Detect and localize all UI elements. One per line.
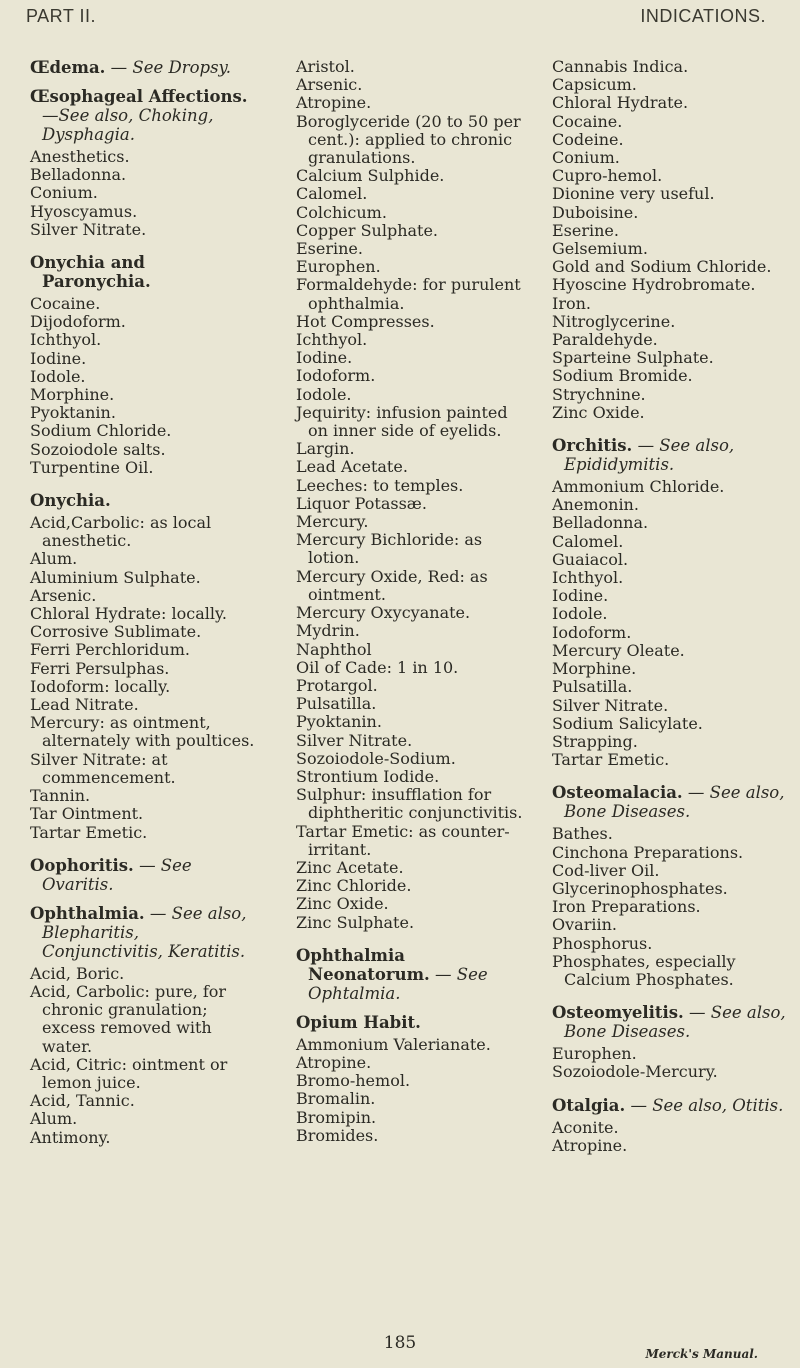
remedy-item: Sparteine Sulphate. (552, 348, 714, 368)
remedy-item: Aristol. (296, 57, 355, 76)
remedy-item: Iodole. (30, 366, 86, 386)
index-entry (30, 253, 256, 477)
remedy-item: Morphine. (552, 659, 637, 679)
index-entry (30, 58, 256, 77)
condition-name: Oophoritis. (30, 855, 134, 875)
remedy-item: Sozoiodole-Sodium. (296, 748, 456, 768)
column-3 (552, 58, 786, 1169)
remedy-item: Largin. (296, 439, 355, 459)
entry-heading (30, 904, 256, 961)
remedy-item: Iodoform. (296, 366, 376, 386)
remedy-item: Zinc Oxide. (552, 402, 645, 422)
remedy-item: Nitroglycerine. (552, 311, 676, 331)
remedy-item: Protargol. (296, 675, 378, 695)
remedy-item: Duboisine. (552, 202, 639, 222)
entry-heading (552, 1003, 786, 1041)
entry-heading (30, 491, 256, 510)
remedy-item: Iodine. (552, 586, 609, 606)
remedy-item: Naphthol (296, 639, 372, 659)
condition-name: Ophthalmia. (30, 903, 145, 923)
remedy-item: Calomel. (296, 184, 368, 204)
remedy-item: Sozoiodole salts. (30, 439, 166, 459)
index-entry (30, 87, 256, 239)
remedy-item: Europhen. (552, 1044, 637, 1064)
remedy-item: Ichthyol. (296, 330, 368, 350)
remedy-item: Morphine. (30, 385, 115, 405)
index-entry (296, 946, 530, 1003)
remedy-item: Belladonna. (552, 513, 649, 533)
running-head (26, 6, 766, 32)
remedy-item: Cupro-hemol. (552, 166, 663, 186)
remedy-item: Mercury Oleate. (552, 640, 685, 660)
remedy-item: Sulphur: insufflation for diphtheritic conjunctivitis. (296, 785, 523, 823)
remedy-item: Cinchona Preparations. (552, 842, 744, 862)
index-entry (552, 783, 786, 989)
remedy-item: Mercury Bichloride: as lotion. (296, 530, 483, 568)
index-entry (296, 1013, 530, 1145)
remedy-item: Iron. (552, 293, 591, 313)
remedy-item: Strychnine. (552, 384, 646, 404)
remedy-item: Belladonna. (30, 165, 127, 185)
remedy-item: Acid,Carbolic: as local anesthetic. (30, 513, 212, 551)
remedy-item: Arsenic. (30, 585, 97, 605)
entry-heading (30, 856, 256, 894)
index-entry (552, 1096, 786, 1155)
condition-name: Onychia. (30, 491, 111, 511)
remedy-item: Tartar Emetic: as counter-irritant. (296, 821, 510, 859)
remedy-item: Mercury Oxycyanate. (296, 603, 471, 623)
remedy-item: Alum. (30, 1109, 78, 1129)
index-entry (30, 904, 256, 1147)
remedy-item: Iodine. (30, 348, 87, 368)
remedy-item: Chloral Hydrate: locally. (30, 604, 227, 624)
remedy-item: Liquor Potassæ. (296, 493, 427, 513)
remedy-item: Iodole. (296, 384, 352, 404)
remedy-item: Tar Ointment. (30, 804, 144, 824)
remedy-item: Colchicum. (296, 202, 387, 222)
remedy-item: Bromides. (296, 1125, 379, 1145)
remedy-item: Phosphates, especially Calcium Phosphates. (552, 951, 736, 989)
remedy-item: Bromalin. (296, 1089, 376, 1109)
remedy-list (552, 478, 786, 769)
remedy-item: Atropine. (296, 93, 372, 113)
index-entry (296, 58, 530, 932)
remedy-item: Iron Preparations. (552, 897, 701, 917)
condition-name: Osteomalacia. (552, 783, 683, 803)
remedy-item: Pulsatilla. (296, 694, 377, 714)
remedy-item: Boroglyceride (20 to 50 per cent.): applied to chronic granulations. (296, 111, 521, 168)
section-label: INDICATIONS. (640, 6, 766, 26)
condition-name: Osteomyelitis. (552, 1003, 684, 1023)
remedy-item: Pyoktanin. (296, 712, 382, 732)
remedy-item: Jequirity: infusion painted on inner side of eyelids. (296, 402, 508, 441)
remedy-item: Dijodoform. (30, 312, 126, 332)
remedy-item: Calcium Sulphide. (296, 166, 445, 186)
remedy-item: Bromo-hemol. (296, 1071, 411, 1091)
remedy-item: Aconite. (552, 1117, 619, 1137)
remedy-item: Bromipin. (296, 1107, 377, 1127)
remedy-item: Acid, Citric: ointment or lemon juice. (30, 1054, 228, 1092)
remedy-item: Eserine. (296, 239, 363, 259)
remedy-item: Anemonin. (552, 495, 639, 515)
remedy-item: Conium. (30, 183, 98, 203)
remedy-item: Hyoscine Hydrobromate. (552, 275, 756, 295)
remedy-list (552, 825, 786, 989)
remedy-list (552, 1045, 786, 1081)
remedy-item: Cannabis Indica. (552, 57, 689, 76)
remedy-list (30, 514, 256, 842)
remedy-item: Pyoktanin. (30, 403, 116, 423)
remedy-item: Ammonium Chloride. (552, 477, 725, 497)
remedy-item: Iodoform: locally. (30, 676, 171, 696)
remedy-item: Ammonium Valerianate. (296, 1034, 491, 1054)
remedy-item: Corrosive Sublimate. (30, 622, 202, 642)
remedy-item: Gold and Sodium Chloride. (552, 257, 772, 277)
entry-heading (552, 436, 786, 474)
remedy-item: Phosphorus. (552, 933, 653, 953)
remedy-item: Hot Compresses. (296, 311, 435, 331)
part-label: PART II. (26, 6, 97, 26)
remedy-item: Mercury. (296, 512, 369, 532)
cross-reference: — See also, Bone Diseases. (564, 1003, 786, 1042)
remedy-item: Atropine. (296, 1052, 372, 1072)
remedy-item: Iodoform. (552, 622, 632, 642)
condition-name: Onychia and Paronychia. (30, 253, 151, 292)
remedy-item: Ichthyol. (552, 568, 624, 588)
remedy-item: Pulsatilla. (552, 677, 633, 697)
remedy-item: Ferri Persulphas. (30, 658, 170, 678)
remedy-item: Silver Nitrate: at commencement. (30, 749, 176, 787)
cross-reference: — See Ophtalmia. (308, 964, 488, 1003)
remedy-item: Zinc Chloride. (296, 876, 412, 896)
remedy-list (552, 58, 786, 422)
remedy-item: Zinc Oxide. (296, 894, 389, 914)
cross-reference: — See also, Otitis. (630, 1095, 784, 1115)
column-1 (30, 58, 256, 1161)
remedy-item: Codeine. (552, 129, 624, 149)
remedy-list (30, 295, 256, 477)
cross-reference: — See also, Bone Diseases. (564, 783, 785, 822)
entry-heading (552, 1096, 786, 1115)
remedy-item: Alum. (30, 549, 78, 569)
entry-heading (296, 946, 530, 1003)
remedy-item: Antimony. (30, 1127, 111, 1147)
remedy-item: Lead Nitrate. (30, 695, 139, 715)
remedy-item: Mydrin. (296, 621, 360, 641)
remedy-item: Atropine. (552, 1135, 628, 1155)
remedy-item: Gelsemium. (552, 239, 648, 259)
condition-name: Ophthalmia Neonatorum. (296, 945, 430, 984)
remedy-item: Calomel. (552, 531, 624, 551)
remedy-item: Silver Nitrate. (30, 219, 147, 239)
remedy-item: Eserine. (552, 220, 619, 240)
remedy-item: Glycerinophosphates. (552, 878, 728, 898)
remedy-item: Capsicum. (552, 75, 637, 95)
entry-heading (30, 253, 256, 291)
remedy-item: Europhen. (296, 257, 381, 277)
remedy-item: Hyoscyamus. (30, 201, 138, 221)
remedy-item: Oil of Cade: 1 in 10. (296, 657, 459, 677)
remedy-item: Cocaine. (552, 111, 623, 131)
cross-reference: — See Dropsy. (110, 58, 231, 77)
remedy-item: Zinc Sulphate. (296, 912, 415, 932)
entry-heading (30, 87, 256, 144)
remedy-item: Acid, Boric. (30, 963, 125, 983)
remedy-item: Tartar Emetic. (30, 822, 148, 842)
remedy-list (30, 148, 256, 239)
remedy-list (30, 965, 256, 1147)
remedy-item: Acid, Tannic. (30, 1091, 135, 1111)
remedy-item: Silver Nitrate. (552, 695, 669, 715)
remedy-item: Tannin. (30, 786, 91, 806)
remedy-item: Paraldehyde. (552, 330, 658, 350)
remedy-item: Iodine. (296, 348, 353, 368)
remedy-item: Ichthyol. (30, 330, 102, 350)
remedy-item: Arsenic. (296, 75, 363, 95)
cross-reference: — See also, Blepharitis, Conjunctivitis, Keratitis. (42, 903, 247, 961)
index-entry (30, 491, 256, 842)
remedy-item: Turpentine Oil. (30, 457, 154, 477)
page-number: 185 (383, 1333, 417, 1353)
entry-heading (30, 58, 256, 77)
remedy-item: Leeches: to temples. (296, 475, 464, 495)
publisher-imprint: Merck's Manual. (645, 1347, 758, 1361)
entry-heading (552, 783, 786, 821)
remedy-item: Sodium Bromide. (552, 366, 693, 386)
remedy-item: Sodium Salicylate. (552, 713, 703, 733)
remedy-item: Sodium Chloride. (30, 421, 172, 441)
remedy-item: Strontium Iodide. (296, 766, 440, 786)
condition-name: Œdema. (30, 58, 106, 77)
remedy-item: Cocaine. (30, 294, 101, 314)
remedy-item: Strapping. (552, 731, 638, 751)
remedy-list (296, 1036, 530, 1145)
remedy-item: Aluminium Sulphate. (30, 567, 201, 587)
remedy-list (296, 58, 530, 932)
index-entry (552, 436, 786, 769)
remedy-item: Formaldehyde: for purulent ophthalmia. (296, 275, 521, 313)
remedy-item: Sozoiodole-Mercury. (552, 1062, 718, 1082)
remedy-item: Ovariin. (552, 915, 617, 935)
remedy-item: Mercury Oxide, Red: as ointment. (296, 566, 488, 604)
condition-name: Opium Habit. (296, 1012, 421, 1032)
remedy-item: Conium. (552, 148, 620, 168)
cross-reference: —See also, Choking, Dysphagia. (42, 106, 214, 144)
remedy-item: Iodole. (552, 604, 608, 624)
condition-name: Otalgia. (552, 1095, 626, 1115)
remedy-item: Mercury: as ointment, alternately with poultices. (30, 713, 255, 751)
remedy-item: Silver Nitrate. (296, 730, 413, 750)
condition-name: Œsophageal Affections. (30, 87, 248, 106)
remedy-item: Bathes. (552, 824, 613, 844)
remedy-item: Zinc Acetate. (296, 857, 404, 877)
index-entry (552, 58, 786, 422)
remedy-item: Guaiacol. (552, 549, 629, 569)
remedy-item: Acid, Carbolic: pure, for chronic granulation; excess removed with water. (30, 981, 227, 1056)
remedy-item: Lead Acetate. (296, 457, 408, 477)
cross-reference: — See also, Epididymitis. (564, 436, 735, 475)
cross-reference: — See Ovaritis. (42, 855, 192, 894)
remedy-item: Copper Sulphate. (296, 220, 439, 240)
remedy-item: Chloral Hydrate. (552, 93, 689, 113)
condition-name: Orchitis. (552, 436, 633, 456)
index-entry (30, 856, 256, 894)
remedy-item: Dionine very useful. (552, 184, 715, 204)
column-2 (296, 58, 530, 1159)
remedy-list (552, 1119, 786, 1155)
remedy-item: Tartar Emetic. (552, 750, 670, 770)
remedy-item: Cod-liver Oil. (552, 860, 660, 880)
entry-heading (296, 1013, 530, 1032)
remedy-item: Ferri Perchloridum. (30, 640, 190, 660)
remedy-item: Anesthetics. (30, 147, 130, 166)
index-entry (552, 1003, 786, 1081)
